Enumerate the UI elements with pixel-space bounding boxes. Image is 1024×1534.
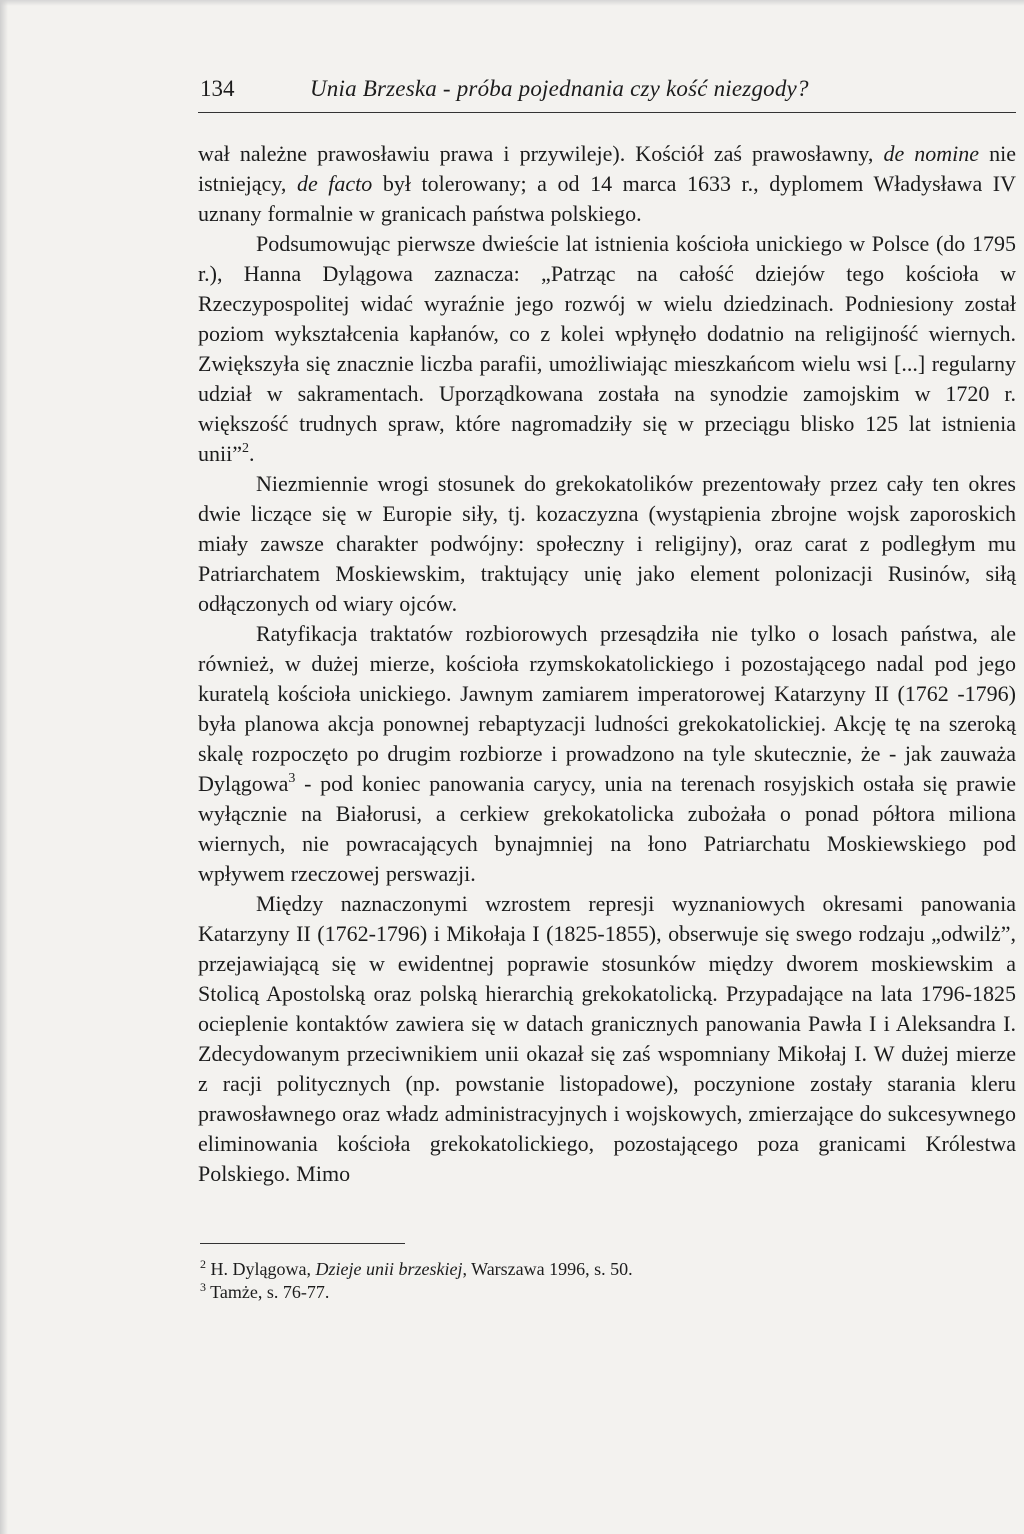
text-run: Między naznaczonymi wzrostem represji wyznaniowych okresami panowania Katarzyny II (1762-1796) i Mikołaja I (1825-1855), obserwuje się swego rodzaju „odwilż”, przejawiającą się w ewidentnej poprawie stosunków między dworem moskiewskim a Stolicą Apostolską oraz polską hierarchią grekokatolicką. Przypadające na lata 1796-1825 ocieplenie kontaktów zawiera się w datach granicznych panowania Pawła I i Aleksandra I. Zdecydowanym przeciwnikiem unii okazał się zaś wspomniany Mikołaj I. W dużej mierze z racji politycznych (np. powstanie listopadowe), poczynione zostały starania kleru prawosławnego oraz władz administracyjnych i wojskowych, zmierzające do sukcesywnego eliminowania kościoła grekokatolickiego, pozostającego poza granicami Królestwa Polskiego. Mimo xyxy=(198,891,1016,1186)
text-run: był tolerowany; a od 14 marca 1633 r., dyplomem Władysława IV uznany formalnie w granicach państwa polskiego. xyxy=(198,171,1016,226)
text-run: Podsumowując pierwsze dwieście lat istnienia kościoła unickiego w Polsce (do 1795 r.), Hanna Dylągowa zaznacza: „Patrząc na całość dziejów tego kościoła w Rzeczypospolitej widać wyraźnie jego rozwój w wielu dziedzinach. Podniesiony został poziom wykształcenia kapłanów, co z kolei wpłynęło dodatnio na religijność wiernych. Zwiększyła się znacznie liczba parafii, umożliwiając mieszkańcom wielu wsi [...] regularny udział w sakramentach. Uporządkowana została na synodzie zamojskim w 1720 r. większość trudnych spraw, które nagromadziły się w przeciągu blisko 125 lat istnienia unii” xyxy=(198,231,1016,466)
running-title: Unia Brzeska - próba pojednania czy kość niezgody? xyxy=(310,76,809,101)
footnote xyxy=(198,1281,1016,1304)
text-run: nie istniejący, xyxy=(198,141,1016,196)
scan-shadow-top xyxy=(0,0,1024,6)
footnote-ref: 2 xyxy=(200,1257,206,1271)
text-run: Niezmiennie wrogi stosunek do grekokatolików prezentowały przez cały ten okres dwie liczące się w Europie siły, tj. kozaczyzna (wystąpienia zbrojne wojsk zaporoskich miały zawsze charakter podwójny: społeczny i religijny), oraz carat z podległym mu Patriarchatem Moskiewskim, traktujący unię jako element polonizacji Rusinów, siłą odłączonych od wiary ojców. xyxy=(198,471,1016,616)
running-header xyxy=(198,72,1016,113)
body-text xyxy=(198,139,1016,1189)
scan-shadow-left xyxy=(0,0,8,1534)
footnote-ref: 3 xyxy=(200,1280,206,1294)
italic-text: de facto xyxy=(296,171,373,196)
text-run: H. Dylągowa, xyxy=(206,1259,316,1279)
paragraph xyxy=(198,889,1016,1189)
footnote-rule xyxy=(200,1243,405,1244)
page-number: 134 xyxy=(200,76,235,101)
book-page xyxy=(198,72,1016,1304)
italic-text: de nomine xyxy=(883,141,980,166)
footnote xyxy=(198,1258,1016,1281)
paragraph xyxy=(198,469,1016,619)
text-run: Tamże, s. 76-77. xyxy=(206,1282,330,1302)
text-run: Ratyfikacja traktatów rozbiorowych przesądziła nie tylko o losach państwa, ale również, w dużej mierze, kościoła rzymskokatolickiego i pozostającego nadal pod jego kuratelą kościoła unickiego. Jawnym zamiarem imperatorowej Katarzyny II (1762 -1796) była planowa akcja ponownej rebaptyzacji ludności grekokatolickiej. Akcję tę na szeroką skalę rozpoczęto po drugim rozbiorze i prowadzono na tyle skutecznie, że - jak zauważa Dylągowa xyxy=(198,621,1016,796)
paragraph xyxy=(198,619,1016,889)
paragraph xyxy=(198,229,1016,469)
text-run: , Warszawa 1996, s. 50. xyxy=(462,1259,633,1279)
footnotes xyxy=(198,1243,1016,1304)
italic-text: Dzieje unii brzeskiej xyxy=(315,1259,463,1279)
text-run: . xyxy=(249,441,255,466)
text-run: - pod koniec panowania carycy, unia na terenach rosyjskich ostała się prawie wyłącznie na Białorusi, a cerkiew grekokatolicka zubożała o ponad półtora miliona wiernych, nie powracających bynajmniej na łono Patriarchatu Moskiewskiego pod wpływem rzeczowej perswazji. xyxy=(198,771,1016,886)
footnote-ref: 3 xyxy=(288,771,296,786)
text-run: wał należne prawosławiu prawa i przywileje). Kościół zaś prawosławny, xyxy=(198,141,884,166)
footnote-ref: 2 xyxy=(242,441,249,456)
paragraph xyxy=(198,139,1016,229)
